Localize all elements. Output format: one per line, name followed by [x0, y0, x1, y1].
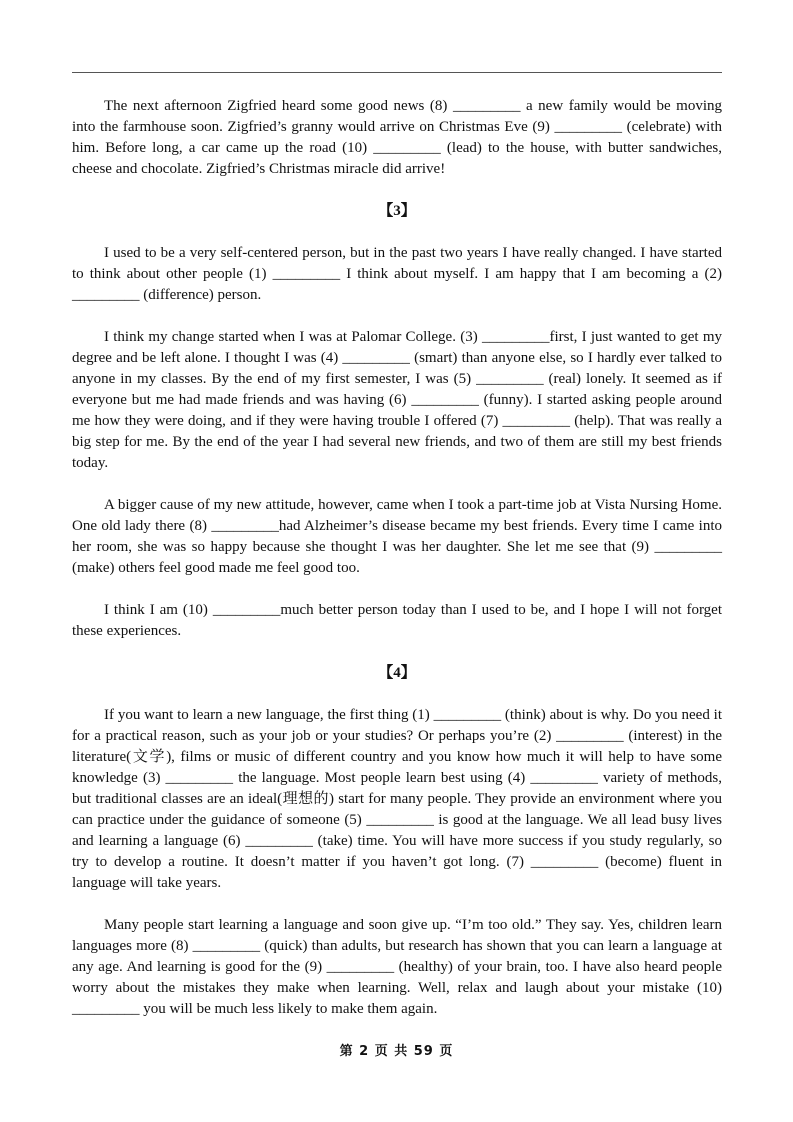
- header-rule: [72, 72, 722, 73]
- paragraph: A bigger cause of my new attitude, however, came when I took a part-time job at Vista Nursing Home. One old lady there (8) _________had Alzheimer’s disease became my best friends. Every time I came into her room, she was so happy because she thought I was her daughter. She let me see that (9) _________ (make) others feel good made me feel good too.: [72, 497, 722, 576]
- paragraph: I think I am (10) _________much better person today than I used to be, and I hope I will not forget these experiences.: [72, 602, 722, 639]
- section-heading-4: 【4】: [378, 665, 416, 681]
- paragraph: I used to be a very self-centered person, but in the past two years I have really changed. I have started to think about other people (1) _________ I think about myself. I am happy that I am becoming a (2) _________ (difference) person.: [72, 245, 722, 303]
- paragraph: If you want to learn a new language, the first thing (1) _________ (think) about is why. Do you need it for a practical reason, such as your job or your studies? Or perhaps you’re (2) _________ (interest) in the literature(文学), films or music of different country and you know how much it will help to have some knowledge (3) _________ the language. Most people learn best using (4) _________ variety of methods, but traditional classes are an ideal(理想的) start for many people. They provide an environment where you can practice under the guidance of someone (5) _________ is good at the language. We all lead busy lives and learning a language (6) _________ (take) time. You will have more success if you study regularly, so try to develop a routine. It doesn’t matter if you haven’t got long. (7) _________ (become) fluent in language will take years.: [72, 707, 722, 891]
- page-number: 第 2 页 共 59 页: [339, 1044, 454, 1059]
- paragraph: The next afternoon Zigfried heard some good news (8) _________ a new family would be moving into the farmhouse soon. Zigfried’s granny would arrive on Christmas Eve (9) _________ (celebrate) with him. Before long, a car came up the road (10) _________ (lead) to the house, with butter sandwiches, cheese and chocolate. Zigfried’s Christmas miracle did arrive!: [72, 98, 722, 177]
- section-heading-3: 【3】: [378, 203, 416, 219]
- document-body: [72, 96, 722, 1041]
- paragraph: I think my change started when I was at Palomar College. (3) _________first, I just wanted to get my degree and be left alone. I thought I was (4) _________ (smart) than anyone else, so I hardly ever talked to anyone in my classes. By the end of my first semester, I was (5) _________ (real) lonely. It seemed as if everyone but me had made friends and was having (6) _________ (funny). I started asking people around me how they were doing, and if they were having trouble I offered (7) _________ (help). That was really a big step for me. By the end of the year I had several new friends, and two of them are still my best friends today.: [72, 329, 722, 471]
- paragraph: Many people start learning a language and soon give up. “I’m too old.” They say. Yes, children learn languages more (8) _________ (quick) than adults, but research has shown that you can learn a language at any age. And learning is good for the (9) _________ (healthy) of your brain, too. I have also heard people worry about the mistakes they make when learning. Well, relax and laugh about your mistake (10) _________ you will be much less likely to make them again.: [72, 917, 722, 1017]
